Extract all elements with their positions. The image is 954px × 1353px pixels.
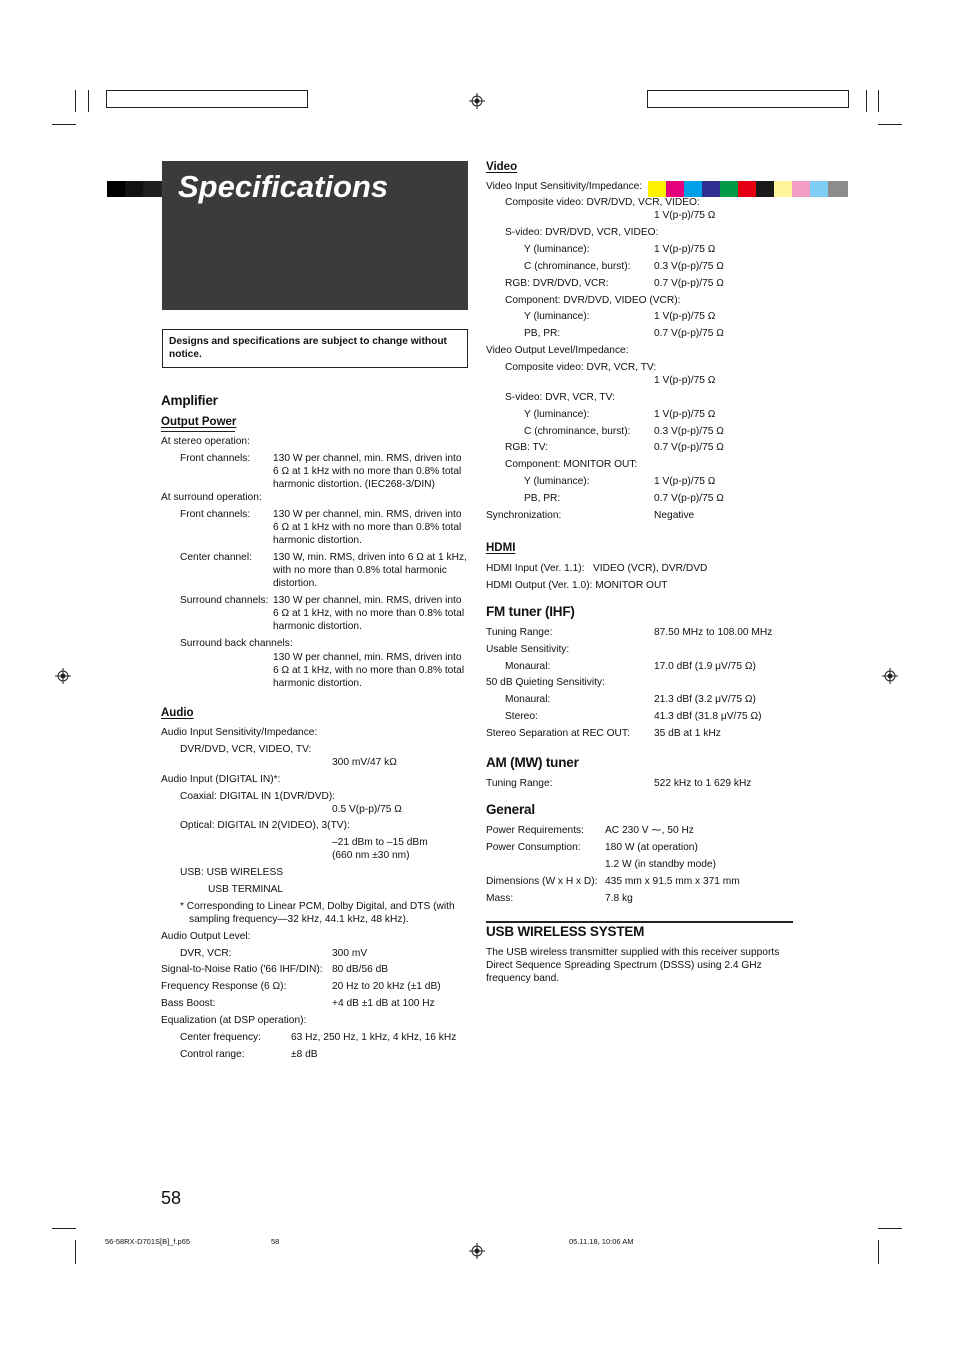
am-tuner-heading: AM (MW) tuner (486, 755, 579, 770)
fm-usable-sensitivity: Usable Sensitivity: (486, 644, 570, 655)
video-output-level: Video Output Level/Impedance: (486, 345, 629, 356)
audio-output-level: Audio Output Level: (161, 931, 251, 942)
title-banner (162, 161, 468, 310)
color-swatch (756, 181, 774, 197)
audio-dvr-vcr-value: 300 mV (332, 948, 368, 959)
video-out-comp-y-value: 1 V(p-p)/75 Ω (654, 476, 716, 487)
video-pbpr-label: PB, PR: (524, 328, 561, 339)
audio-input-sensitivity: Audio Input Sensitivity/Impedance: (161, 727, 318, 738)
footer-date: 05.11.18, 10:06 AM (569, 1237, 634, 1246)
video-composite-in-value: 1 V(p-p)/75 Ω (654, 210, 716, 221)
notice-text: Designs and specifications are subject to change without notice. (169, 336, 447, 360)
power-consumption-label: Power Consumption: (486, 842, 581, 853)
audio-optical: Optical: DIGITAL IN 2(VIDEO), 3(TV): (180, 820, 350, 831)
heading-underline (161, 431, 235, 432)
center-channel-value: 130 W, min. RMS, driven into 6 Ω at 1 kHz, with no more than 0.8% total harmonic distortion. (273, 552, 467, 589)
crop-mark (866, 90, 867, 112)
fm-tuner-heading: FM tuner (IHF) (486, 604, 575, 619)
video-rgb-out-label: RGB: TV: (505, 442, 549, 453)
fm-monaural-value: 17.0 dBf (1.9 μV/75 Ω) (654, 661, 756, 672)
video-out-pbpr-value: 0.7 V(p-p)/75 Ω (654, 493, 724, 504)
center-frequency-value: 63 Hz, 250 Hz, 1 kHz, 4 kHz, 16 kHz (291, 1032, 457, 1043)
equalization-label: Equalization (at DSP operation): (161, 1015, 307, 1026)
footer-page: 58 (271, 1237, 280, 1246)
video-out-c-label: C (chrominance, burst): (524, 426, 631, 437)
fm-tuning-value: 87.50 MHz to 108.00 MHz (654, 627, 773, 638)
audio-coaxial-value: 0.5 V(p-p)/75 Ω (332, 804, 402, 815)
color-swatch (666, 181, 684, 197)
crop-mark (878, 1228, 902, 1229)
video-out-pbpr-label: PB, PR: (524, 493, 561, 504)
color-calibration-bar (647, 90, 849, 108)
crop-mark (75, 1240, 76, 1264)
control-range-value: ±8 dB (291, 1049, 318, 1060)
snr-value: 80 dB/56 dB (332, 964, 389, 975)
audio-analog-value: 300 mV/47 kΩ (332, 757, 397, 768)
color-swatch (810, 181, 828, 197)
gray-swatch (143, 181, 161, 197)
bass-boost-label: Bass Boost: (161, 998, 216, 1009)
stereo-front-value: 130 W per channel, min. RMS, driven into 6 Ω at 1 kHz with no more than 0.8% total harmonic distortion. (IEC268-3/DIN) (273, 453, 462, 490)
color-swatch (792, 181, 810, 197)
crop-mark (88, 90, 89, 112)
video-rgb-in-label: RGB: DVR/DVD, VCR: (505, 278, 609, 289)
video-comp-y-label: Y (luminance): (524, 311, 590, 322)
video-composite-in: Composite video: DVR/DVD, VCR, VIDEO: (505, 197, 700, 208)
video-out-c-value: 0.3 V(p-p)/75 Ω (654, 426, 724, 437)
video-component-out: Component: MONITOR OUT: (505, 459, 638, 470)
control-range-label: Control range: (180, 1049, 245, 1060)
video-out-y-label: Y (luminance): (524, 409, 590, 420)
dimensions-label: Dimensions (W x H x D): (486, 876, 598, 887)
general-heading: General (486, 802, 535, 817)
gray-swatch (125, 181, 143, 197)
usb-system-text: The USB wireless transmitter supplied with this receiver supports Direct Sequence Spreading Spectrum (DSSS) using 2.4 GHz frequency band. (486, 947, 780, 984)
mass-label: Mass: (486, 893, 514, 904)
audio-usb-wireless: USB: USB WIRELESS (180, 867, 284, 878)
notice-box (162, 329, 468, 368)
audio-optical-wavelength: (660 nm ±30 nm) (332, 850, 410, 861)
video-y-value: 1 V(p-p)/75 Ω (654, 244, 716, 255)
video-c-label: C (chrominance, burst): (524, 261, 631, 272)
color-swatch (702, 181, 720, 197)
video-composite-out-value: 1 V(p-p)/75 Ω (654, 375, 716, 386)
mass-value: 7.8 kg (605, 893, 633, 904)
surround-back-value: 130 W per channel, min. RMS, driven into 6 Ω at 1 kHz, with no more than 0.8% total harmonic distortion. (273, 652, 465, 689)
center-channel-label: Center channel: (180, 552, 252, 563)
registration-mark-icon (882, 668, 898, 684)
crop-mark (52, 1228, 76, 1229)
audio-usb-terminal: USB TERMINAL (208, 884, 284, 895)
color-swatch (774, 181, 792, 197)
power-requirements-value: AC 230 V ⁓, 50 Hz (605, 825, 694, 836)
bass-boost-value: +4 dB ±1 dB at 100 Hz (332, 998, 435, 1009)
page-number: 58 (161, 1188, 182, 1208)
audio-analog-inputs: DVR/DVD, VCR, VIDEO, TV: (180, 744, 312, 755)
video-comp-y-value: 1 V(p-p)/75 Ω (654, 311, 716, 322)
color-swatch (738, 181, 756, 197)
surround-back-label: Surround back channels: (180, 638, 293, 649)
audio-dvr-vcr-label: DVR, VCR: (180, 948, 232, 959)
crop-mark (878, 1240, 879, 1264)
freq-response-label: Frequency Response (6 Ω): (161, 981, 287, 992)
fm-monaural-label: Monaural: (505, 661, 551, 672)
hdmi-heading: HDMI (486, 542, 516, 554)
video-svideo-out: S-video: DVR, VCR, TV: (505, 392, 615, 403)
gray-swatch (107, 181, 125, 197)
power-requirements-label: Power Requirements: (486, 825, 584, 836)
fm-quieting-mono-value: 21.3 dBf (3.2 μV/75 Ω) (654, 694, 756, 705)
video-rgb-out-value: 0.7 V(p-p)/75 Ω (654, 442, 724, 453)
fm-quieting-stereo-value: 41.3 dBf (31.8 μV/75 Ω) (654, 711, 762, 722)
fm-quieting-sensitivity: 50 dB Quieting Sensitivity: (486, 677, 605, 688)
video-y-label: Y (luminance): (524, 244, 590, 255)
video-out-comp-y-label: Y (luminance): (524, 476, 590, 487)
video-composite-out: Composite video: DVR, VCR, TV: (505, 362, 657, 373)
usb-system-heading: USB WIRELESS SYSTEM (486, 924, 645, 939)
surround-channels-value: 130 W per channel, min. RMS, driven into 6 Ω at 1 kHz, with no more than 0.8% total harmonic distortion. (273, 595, 465, 632)
video-svideo-in: S-video: DVR/DVD, VCR, VIDEO: (505, 227, 659, 238)
am-tuning-label: Tuning Range: (486, 778, 553, 789)
output-power-heading: Output Power (161, 416, 237, 428)
video-pbpr-value: 0.7 V(p-p)/75 Ω (654, 328, 724, 339)
freq-response-value: 20 Hz to 20 kHz (±1 dB) (332, 981, 441, 992)
dimensions-value: 435 mm x 91.5 mm x 371 mm (605, 876, 740, 887)
crop-mark (878, 124, 902, 125)
audio-heading: Audio (161, 707, 194, 719)
color-swatch (648, 181, 666, 197)
audio-optical-value: –21 dBm to –15 dBm (332, 837, 428, 848)
video-component-in: Component: DVR/DVD, VIDEO (VCR): (505, 295, 681, 306)
am-tuning-value: 522 kHz to 1 629 kHz (654, 778, 752, 789)
footer-file: 56-58RX-D701S[B]_f.p65 (105, 1237, 191, 1246)
section-rule (486, 921, 793, 923)
fm-tuning-label: Tuning Range: (486, 627, 553, 638)
color-swatch (684, 181, 702, 197)
crop-mark (75, 90, 76, 112)
hdmi-output: HDMI Output (Ver. 1.0): MONITOR OUT (486, 580, 668, 591)
gray-calibration-bar (106, 90, 308, 108)
registration-mark-icon (469, 93, 485, 109)
video-out-y-value: 1 V(p-p)/75 Ω (654, 409, 716, 420)
power-consumption-value: 180 W (at operation) (605, 842, 698, 853)
surround-label: At surround operation: (161, 492, 262, 503)
audio-digital-in: Audio Input (DIGITAL IN)*: (161, 774, 281, 785)
crop-mark (878, 90, 879, 112)
fm-quieting-stereo-label: Stereo: (505, 711, 538, 722)
registration-mark-icon (55, 668, 71, 684)
video-c-value: 0.3 V(p-p)/75 Ω (654, 261, 724, 272)
video-input-sensitivity: Video Input Sensitivity/Impedance: (486, 181, 643, 192)
amplifier-heading: Amplifier (161, 393, 218, 408)
surround-front-label: Front channels: (180, 509, 251, 520)
power-standby-value: 1.2 W (in standby mode) (605, 859, 716, 870)
page-title: Specifications (178, 169, 389, 204)
surround-channels-label: Surround channels: (180, 595, 269, 606)
stereo-front-label: Front channels: (180, 453, 251, 464)
fm-separation-value: 35 dB at 1 kHz (654, 728, 721, 739)
audio-coaxial: Coaxial: DIGITAL IN 1(DVR/DVD): (180, 791, 336, 802)
snr-label: Signal-to-Noise Ratio ('66 IHF/DIN): (161, 964, 323, 975)
audio-footnote: * Corresponding to Linear PCM, Dolby Digital, and DTS (with sampling frequency—32 kHz, 44.1 kHz, 48 kHz). (180, 901, 455, 925)
sync-value: Negative (654, 510, 695, 521)
center-frequency-label: Center frequency: (180, 1032, 261, 1043)
fm-quieting-mono-label: Monaural: (505, 694, 551, 705)
color-swatch (720, 181, 738, 197)
stereo-label: At stereo operation: (161, 436, 250, 447)
video-heading: Video (486, 161, 518, 173)
hdmi-input: HDMI Input (Ver. 1.1): VIDEO (VCR), DVR/DVD (486, 563, 708, 574)
surround-front-value: 130 W per channel, min. RMS, driven into 6 Ω at 1 kHz with no more than 0.8% total harmonic distortion. (273, 509, 462, 546)
registration-mark-icon (469, 1243, 485, 1259)
fm-separation-label: Stereo Separation at REC OUT: (486, 728, 630, 739)
sync-label: Synchronization: (486, 510, 562, 521)
color-swatch (828, 181, 848, 197)
crop-mark (52, 124, 76, 125)
video-rgb-in-value: 0.7 V(p-p)/75 Ω (654, 278, 724, 289)
